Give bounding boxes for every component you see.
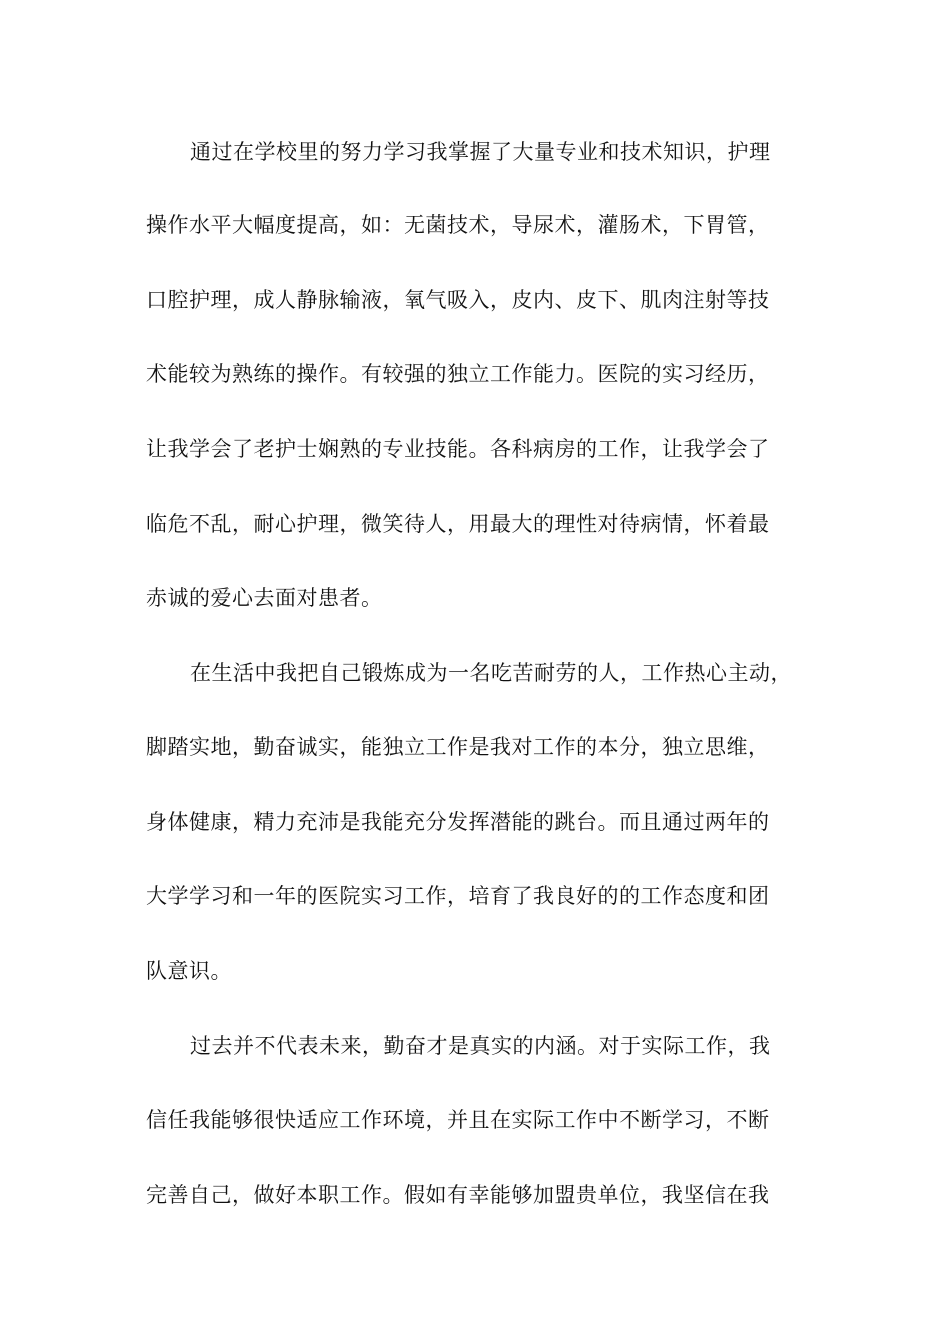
paragraph-3-line-3: 完善自己，做好本职工作。假如有幸能够加盟贵单位，我坚信在我 [146,1183,770,1207]
paragraph-2-line-1: 在生活中我把自己锻炼成为一名吃苦耐劳的人，工作热心主动， [190,661,792,685]
paragraph-1-line-6: 临危不乱，耐心护理，微笑待人，用最大的理性对待病情，怀着最 [146,512,770,536]
paragraph-3-line-1: 过去并不代表未来，勤奋才是真实的内涵。对于实际工作，我 [190,1034,771,1058]
paragraph-1-line-7: 赤诚的爱心去面对患者。 [146,586,383,610]
paragraph-1-line-5: 让我学会了老护士娴熟的专业技能。各科病房的工作，让我学会了 [146,437,770,461]
paragraph-1-line-1: 通过在学校里的努力学习我掌握了大量专业和技术知识，护理 [190,140,771,164]
paragraph-2-line-2: 脚踏实地，勤奋诚实，能独立工作是我对工作的本分，独立思维， [146,735,770,759]
paragraph-1-line-2: 操作水平大幅度提高，如：无菌技术，导尿术，灌肠术，下胃管， [146,213,770,237]
paragraph-1-line-4: 术能较为熟练的操作。有较强的独立工作能力。医院的实习经历， [146,362,770,386]
paragraph-2-line-4: 大学学习和一年的医院实习工作，培育了我良好的的工作态度和团 [146,884,770,908]
paragraph-2-line-5: 队意识。 [146,959,232,983]
paragraph-1-line-3: 口腔护理，成人静脉输液，氧气吸入，皮内、皮下、肌肉注射等技 [146,288,770,312]
paragraph-2-line-3: 身体健康，精力充沛是我能充分发挥潜能的跳台。而且通过两年的 [146,810,770,834]
paragraph-3-line-2: 信任我能够很快适应工作环境，并且在实际工作中不断学习，不断 [146,1108,770,1132]
